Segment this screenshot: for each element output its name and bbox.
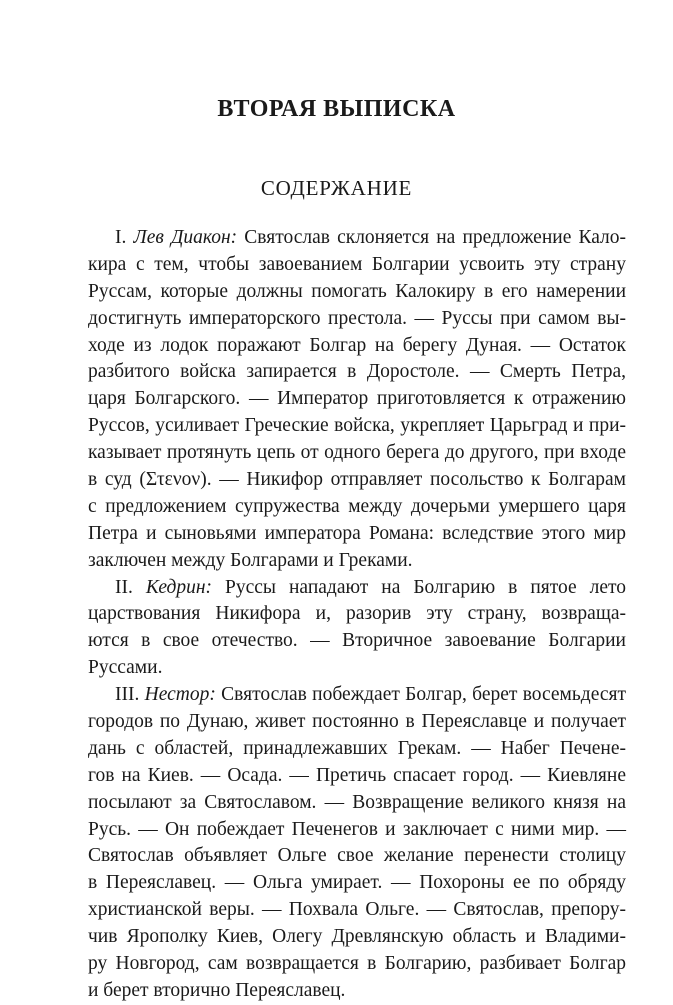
text-line: городов по Дунаю, живет постоянно в Переяславце и получает bbox=[88, 711, 626, 733]
contents-text bbox=[88, 225, 626, 1005]
text-line: царствования Никифора и, разорив эту страну, возвраща- bbox=[88, 603, 626, 625]
paragraph-3-first-line bbox=[88, 682, 626, 709]
text-line: посылают за Святославом. — Возвращение великого князя на bbox=[88, 791, 626, 813]
text-line: ходе из лодок поражают Болгар на берегу Дуная. — Остаток bbox=[88, 334, 626, 356]
text-line: заключен между Болгарами и Греками. bbox=[88, 549, 413, 571]
text-line: Руссам, которые должны помогать Калокиру в его намерении bbox=[88, 280, 626, 302]
text-line: гов на Киев. — Осада. — Претичь спасает город. — Киевляне bbox=[88, 764, 626, 786]
text-line: достигнуть императорского престола. — Руссы при самом вы- bbox=[88, 307, 626, 329]
text-line: казывает протянуть цепь от одного берега до другого, при входе bbox=[88, 442, 626, 464]
text-line: христианской веры. — Похвала Ольге. — Святослав, препору- bbox=[88, 899, 626, 921]
paragraph-3-text: Святослав побеждает Болгар, берет восемьдесят bbox=[221, 684, 626, 706]
paragraph-1-numeral: I. bbox=[115, 227, 127, 248]
text-line: с предложением супружества между дочерьми умершего царя bbox=[88, 495, 626, 517]
text-line: Святослав объявляет Ольге свое желание перенести столицу bbox=[88, 845, 626, 867]
text-line: в суд (Στενον). — Никифор отправляет посольство к Болгарам bbox=[88, 469, 626, 491]
paragraph-2-text: Руссы нападают на Болгарию в пятое лето bbox=[225, 576, 627, 598]
paragraph-2-source: Кедрин: bbox=[145, 576, 213, 598]
paragraph-2-first-line bbox=[88, 575, 626, 602]
paragraph-3-numeral: III. bbox=[115, 684, 140, 706]
section-heading: СОДЕРЖАНИЕ bbox=[260, 176, 413, 200]
paragraph-2-numeral: II. bbox=[115, 576, 133, 598]
text-line: в Переяславец. — Ольга умирает. — Похороны ее по обряду bbox=[88, 872, 626, 894]
text-line: дань с областей, принадлежавших Грекам. — Набег Печене- bbox=[88, 737, 626, 759]
text-line: разбитого войска запирается в Доростоле. — Смерть Петра, bbox=[88, 361, 626, 383]
text-line: Руссов, усиливает Греческие войска, укрепляет Царьград и при- bbox=[88, 415, 626, 437]
page-title: ВТОРАЯ ВЫПИСКА bbox=[217, 96, 456, 122]
text-line: царя Болгарского. — Император приготовляется к отражению bbox=[88, 388, 626, 410]
paragraph-3-source: Нестор: bbox=[144, 684, 216, 706]
text-line: ру Новгород, сам возвращается в Болгарию, разбивает Болгар bbox=[88, 953, 626, 975]
text-line: ются в свое отечество. — Вторичное завоевание Болгарии bbox=[88, 630, 626, 652]
text-line: Русь. — Он побеждает Печенегов и заключает с ними мир. — bbox=[88, 818, 626, 840]
paragraph-1-text: Святослав склоняется на предложение Кало- bbox=[244, 227, 627, 248]
text-line: чив Ярополку Киев, Олегу Древлянскую область и Владими- bbox=[88, 926, 626, 948]
text-line: кира с тем, чтобы завоеванием Болгарии усвоить эту страну bbox=[88, 253, 626, 275]
text-line: и берет вторично Переяславец. bbox=[88, 979, 346, 1001]
paragraph-1-first-line bbox=[88, 225, 626, 252]
text-line: Петра и сыновьями императора Романа: вследствие этого мир bbox=[88, 522, 626, 544]
text-line: Руссами. bbox=[88, 657, 163, 679]
paragraph-1-source: Лев Диакон: bbox=[133, 227, 238, 248]
